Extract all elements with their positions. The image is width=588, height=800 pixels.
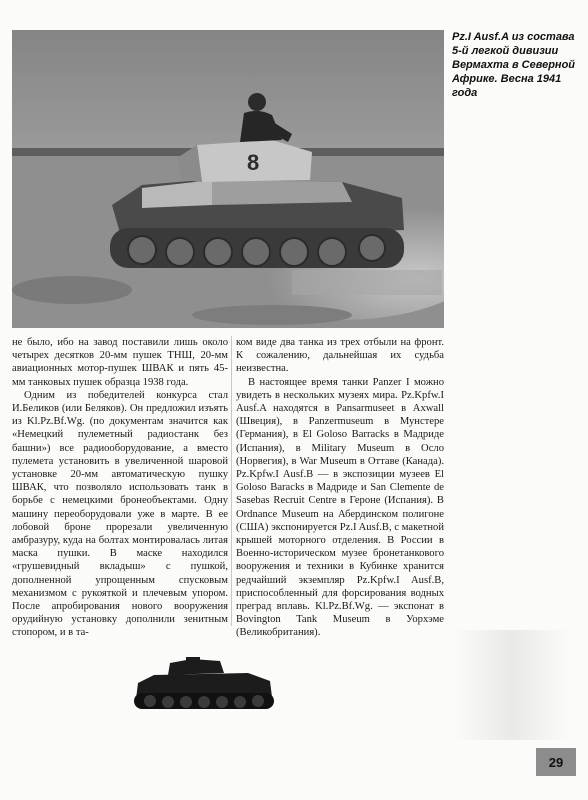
bleed-through-shadow bbox=[452, 630, 572, 740]
article-column-right bbox=[236, 336, 444, 640]
column-divider bbox=[231, 336, 232, 626]
article-column-left bbox=[12, 336, 228, 640]
paragraph: ком виде два танка из трех отбыли на фронт. К сожалению, дальнейшая их судьба неизвестна. bbox=[236, 337, 444, 375]
turret-marking: 8 bbox=[247, 150, 260, 175]
tank-silhouette-icon bbox=[128, 655, 280, 715]
paragraph: Одним из победителей конкурса стал И.Беликов (или Беляков). Он предложил изъять из Kl.Pz.Bf.Wg. (по документам значится как «Немецкий пулеметный радиостанк без башни») все радиооборудование, а вместо пулемета установить в увеличенной шаровой установке 20-мм автоматическую пушку ШВАК, что позволяло использовать танк в борьбе с немецкими бронеобъектами. Одну машину переоборудовали уже в марте. В ее лобовой броне прорезали увеличенную амбразуру, куда на болтах монтировалась литая маска пушки. В маске находился «грушевидный вкладыш» с пушкой, дополненной упрощенным спусковым механизмом с рукояткой и плечевым упором. После апробирования нового вооружения орудийную установку дополнили зенитным стопором, и в та- bbox=[12, 389, 228, 639]
photo-caption: Pz.I Ausf.A из состава 5-й легкой дивизии Вермахта в Северной Африке. Весна 1941 года bbox=[452, 31, 576, 99]
page-number: 29 bbox=[536, 748, 576, 776]
tank-photo-illustration bbox=[12, 30, 444, 328]
paragraph: В настоящее время танки Panzer I можно увидеть в нескольких музеях мира. Pz.Kpfw.I Ausf.A находятся в Pansarmuseet в Axwall (Швеция), в Panzermuseum в Мунстере (Германия), в El Goloso Barracks в Мадриде (Испания), в Military Museum в Осло (Норвегия), в War Museum в Оттаве (Канада). Pz.Kpfw.I Ausf.B — в экспозиции музеев El Goloso Baracks в Мадриде и San Clemente de Sasebas Recruit Centre в Героне (Испания). В Ordnance Museum на Абердинском полигоне (США) экспонируется Pz.I Ausf.B, с макетной крышей моторного отделения. В России в Военно-историческом музее бронетанкового вооружения и техники в Кубинке хранится редчайший экземпляр Pz.Kpfw.I Ausf.B, приспособленный для форсирования водных преград вплавь. Kl.Pz.Bf.Wg. — экспонат в Bovington Tank Museum в Уорхэме (Великобритания). bbox=[236, 376, 444, 639]
paragraph: не было, ибо на завод поставили лишь около четырех десятков 20-мм пушек ТНШ, 20-мм авиационных мотор-пушек ШВАК и пять 45-мм танковых пушек образца 1938 года. bbox=[12, 337, 228, 388]
tank-photo bbox=[12, 30, 444, 328]
